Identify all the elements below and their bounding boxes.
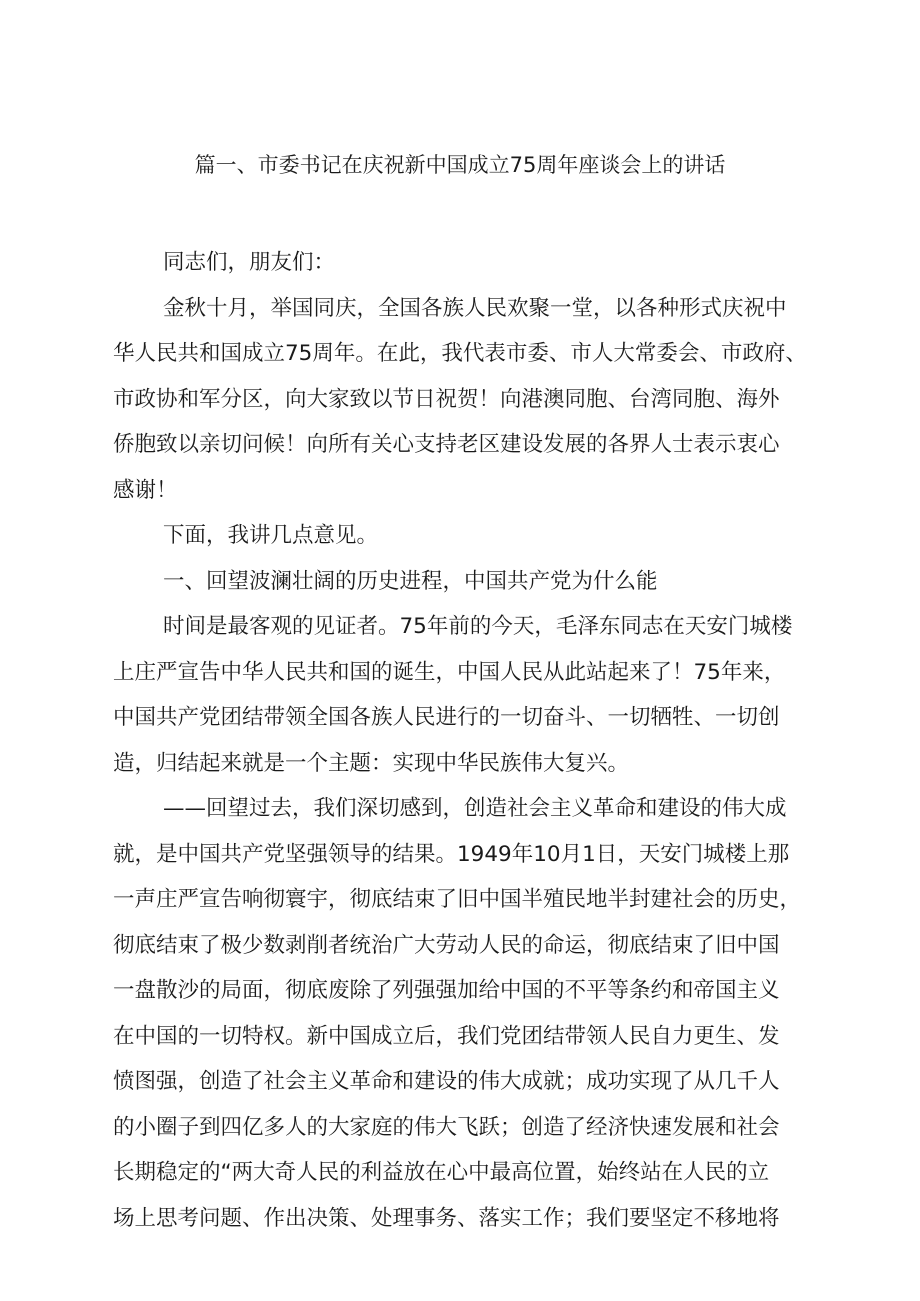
paragraph-line: ——回望过去，我们深切感到，创造社会主义革命和建设的伟大成 [163, 796, 787, 821]
paragraph-line: 时间是最客观的见证者。75年前的今天，毛泽东同志在天安门城楼 [163, 614, 793, 639]
paragraph-line: 下面，我讲几点意见。 [163, 523, 379, 548]
document-title: 篇一、市委书记在庆祝新中国成立75周年座谈会上的讲话 [194, 153, 726, 177]
paragraph-line: 在中国的一切特权。新中国成立后，我们党团结带领人民自力更生、发 [113, 1023, 780, 1049]
paragraph-line: 长期稳定的“两大奇人民的利益放在心中最高位置，始终站在人民的立 [113, 1160, 770, 1185]
paragraph-line: 的小圈子到四亿多人的大家庭的伟大飞跃；创造了经济快速发展和社会 [113, 1114, 780, 1140]
paragraph-line: 彻底结束了极少数剥削者统治广大劳动人民的命运，彻底结束了旧中国 [113, 932, 780, 958]
paragraph-line: 侨胞致以亲切问候！向所有关心支持老区建设发展的各界人士表示衷心 [113, 432, 780, 457]
paragraph-line: 中国共产党团结带领全国各族人民进行的一切奋斗、一切牺牲、一切创 [113, 705, 780, 730]
paragraph-line: 造，归结起来就是一个主题：实现中华民族伟大复兴。 [113, 750, 630, 776]
paragraph-line: 华人民共和国成立75周年。在此，我代表市委、市人大常委会、市政府、 [113, 341, 807, 366]
paragraph-line: 就，是中国共产党坚强领导的结果。1949年10月1日，天安门城楼上那 [113, 841, 790, 867]
greeting-line: 同志们，朋友们： [163, 250, 336, 275]
paragraph-line: 感谢！ [113, 477, 178, 503]
section-heading: 一、回望波澜壮阔的历史进程，中国共产党为什么能 [163, 568, 658, 594]
paragraph-line: 场上思考问题、作出决策、处理事务、落实工作；我们要坚定不移地将 [113, 1205, 780, 1231]
paragraph-line: 一盘散沙的局面，彻底废除了列强强加给中国的不平等条约和帝国主义 [113, 978, 780, 1003]
paragraph-line: 愤图强，创造了社会主义革命和建设的伟大成就；成功实现了从几千人 [113, 1069, 780, 1094]
paragraph-line: 金秋十月，举国同庆，全国各族人民欢聚一堂，以各种形式庆祝中 [163, 295, 787, 321]
paragraph-line: 市政协和军分区，向大家致以节日祝贺！向港澳同胞、台湾同胞、海外 [113, 386, 780, 412]
paragraph-line: 上庄严宣告中华人民共和国的诞生，中国人民从此站起来了！75年来， [113, 659, 786, 685]
paragraph-line: 一声庄严宣告响彻寰宇，彻底结束了旧中国半殖民地半封建社会的历史， [113, 887, 802, 912]
document-body [113, 244, 853, 1245]
